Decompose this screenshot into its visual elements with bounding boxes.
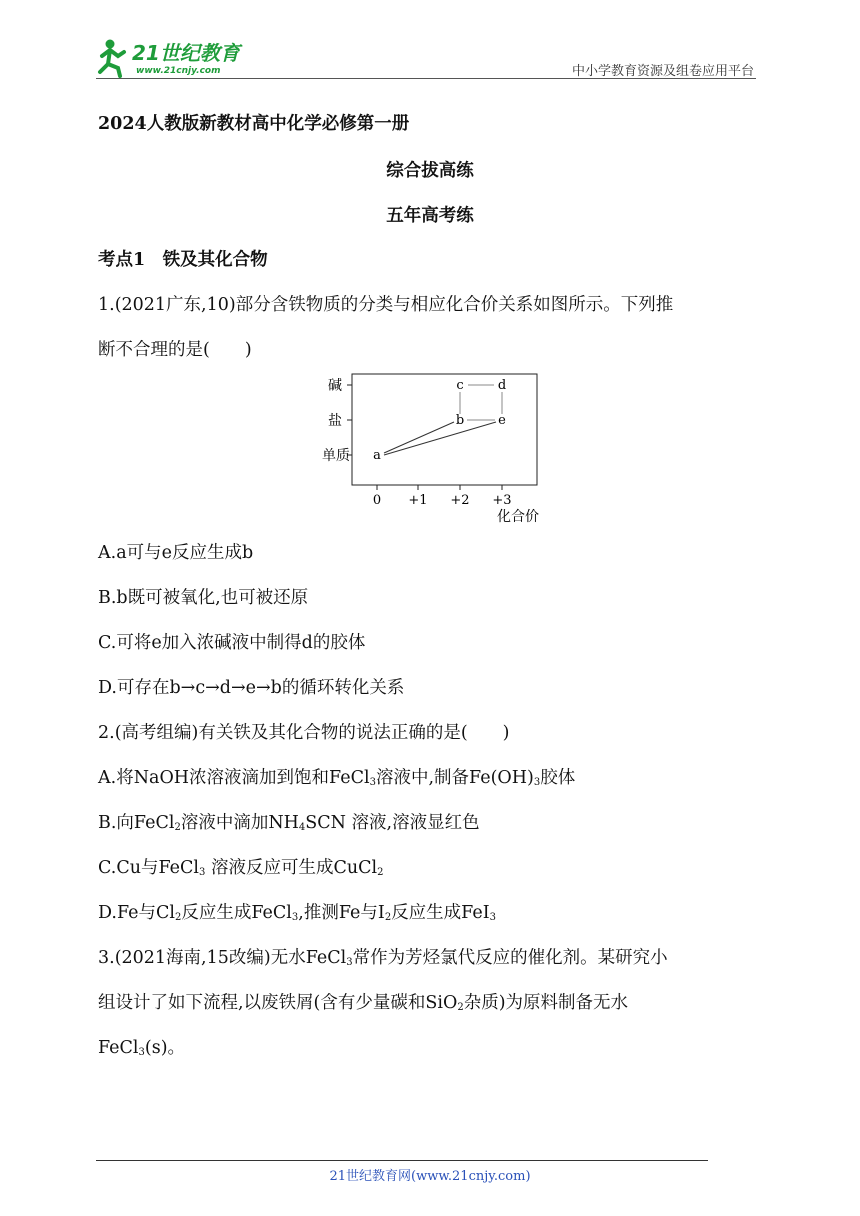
point-d: d [497, 378, 507, 393]
x-tick-0: 0 [372, 493, 382, 508]
y-label-element: 单质 [322, 448, 350, 464]
subsection-title: 五年高考练 [386, 206, 474, 226]
q3-line3: FeCl$_3$(s)。 [98, 1038, 186, 1058]
q1-option-a: A.a可与e反应生成b [98, 543, 254, 563]
logo-url: www.21cnjy.com [136, 66, 221, 76]
runner-logo-icon [100, 40, 124, 77]
y-label-salt: 盐 [328, 413, 342, 429]
q2-option-a: A.将NaOH浓溶液滴加到饱和FeCl$_3$溶液中,制备$Fe(OH)_3$胶体 [98, 768, 576, 788]
q3-line2: 组设计了如下流程,以废铁屑(含有少量碳和SiO$_2$杂质)为原料制备无水 [98, 993, 629, 1013]
point-b: b [455, 413, 465, 428]
doc-title: 2024人教版新教材高中化学必修第一册 [98, 114, 410, 134]
site-logo [96, 34, 266, 80]
header-platform-text: 中小学教育资源及组卷应用平台 [571, 64, 754, 79]
section-title: 综合拔高练 [386, 161, 474, 181]
x-tick-2: +2 [450, 493, 470, 508]
topic-heading: 考点1 铁及其化合物 [98, 250, 268, 270]
point-a: a [373, 448, 381, 463]
x-axis-label: 化合价 [497, 509, 539, 525]
q1-option-b: B.b既可被氧化,也可被还原 [98, 588, 309, 608]
x-tick-3: +3 [492, 493, 512, 508]
footer-divider [96, 1160, 708, 1161]
q1-stem-line1: 1.(2021广东,10)部分含铁物质的分类与相应化合价关系如图所示。下列推 [98, 295, 674, 315]
header-divider [96, 78, 756, 79]
q2-option-d: D.Fe与$Cl_2$反应生成FeCl$_3$,推测Fe与$I_2$反应生成FeI$_3$ [98, 903, 497, 923]
point-e: e [498, 413, 506, 428]
q3-line1: 3.(2021海南,15改编)无水FeCl$_3$常作为芳烃氯代反应的催化剂。某研究小 [98, 948, 668, 968]
q1-stem-line2: 断不合理的是( ) [98, 340, 252, 360]
point-c: c [456, 378, 464, 393]
iron-valence-figure [312, 366, 562, 526]
logo-text: 21世纪教育 [132, 41, 240, 65]
y-label-base: 碱 [328, 378, 342, 394]
q2-stem: 2.(高考组编)有关铁及其化合物的说法正确的是( ) [98, 723, 510, 743]
q2-option-b: B.向FeCl$_2$溶液中滴加$NH_4SCN$ 溶液,溶液显红色 [98, 813, 480, 833]
q2-option-c: C.Cu与FeCl$_3$ 溶液反应可生成CuCl$_2$ [98, 858, 384, 878]
x-tick-1: +1 [408, 493, 428, 508]
q1-option-d: D.可存在b→c→d→e→b的循环转化关系 [98, 678, 405, 698]
q1-option-c: C.可将e加入浓碱液中制得d的胶体 [98, 633, 366, 653]
footer-link[interactable]: 21世纪教育网(www.21cnjy.com) [329, 1169, 531, 1184]
